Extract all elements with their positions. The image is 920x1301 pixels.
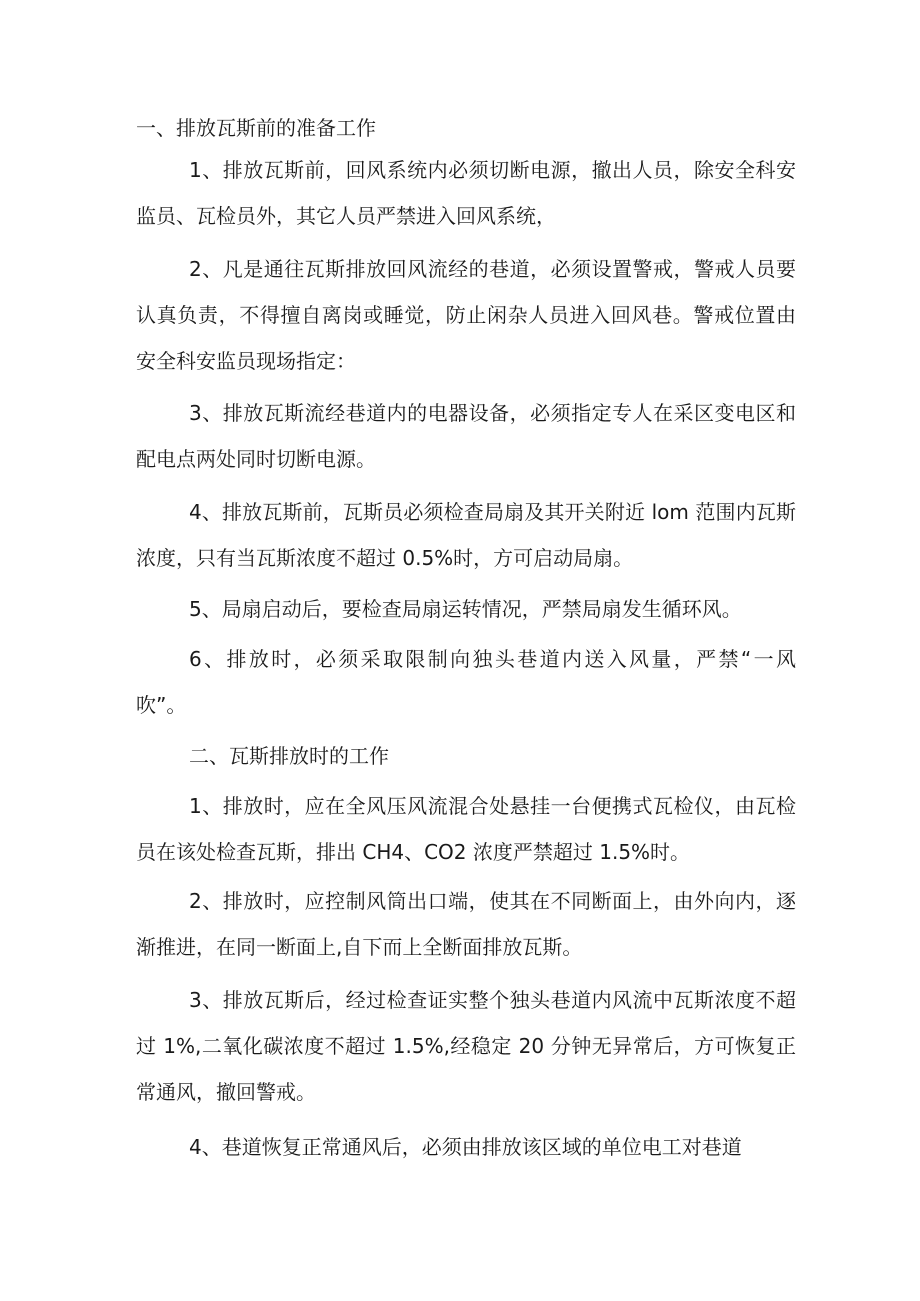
- paragraph-line: 4、排放瓦斯前，瓦斯员必须检查局扇及其开关附近 lom 范围内瓦斯: [189, 500, 796, 524]
- paragraph-line: 2、凡是通往瓦斯排放回风流经的巷道，必须设置警戒，警戒人员要: [189, 257, 796, 281]
- paragraph-line: 过 1%,二氧化碳浓度不超过 1.5%,经稳定 20 分钟无异常后，方可恢复正: [136, 1034, 796, 1058]
- paragraph-line: 6、排放时，必须采取限制向独头巷道内送入风量，严禁“一风: [189, 647, 796, 671]
- paragraph-line: 常通风，撤回警戒。: [136, 1080, 316, 1104]
- paragraph-line: 2、排放时，应控制风筒出口端，使其在不同断面上，由外向内，逐: [189, 889, 796, 913]
- paragraph-line: 配电点两处同时切断电源。: [136, 447, 376, 471]
- paragraph-line: 员在该处检查瓦斯，排出 CH4、CO2 浓度严禁超过 1.5%时。: [136, 840, 691, 864]
- paragraph-line: 渐推进，在同一断面上,自下而上全断面排放瓦斯。: [136, 935, 583, 959]
- paragraph-line: 1、排放瓦斯前，回风系统内必须切断电源，撤出人员，除安全科安: [189, 158, 796, 182]
- paragraph-line: 3、排放瓦斯流经巷道内的电器设备，必须指定专人在采区变电区和: [189, 401, 796, 425]
- paragraph-line: 监员、瓦检员外，其它人员严禁进入回风系统，: [136, 204, 556, 228]
- paragraph-line: 1、排放时，应在全风压风流混合处悬挂一台便携式瓦检仪，由瓦检: [189, 794, 796, 818]
- paragraph-line: 吹”。: [136, 693, 187, 717]
- paragraph-line: 认真负责，不得擅自离岗或睡觉，防止闲杂人员进入回风巷。警戒位置由: [136, 303, 796, 327]
- paragraph-line: 4、巷道恢复正常通风后，必须由排放该区域的单位电工对巷道: [189, 1135, 742, 1159]
- paragraph-line: 3、排放瓦斯后，经过检查证实整个独头巷道内风流中瓦斯浓度不超: [189, 988, 796, 1012]
- section-heading: 二、瓦斯排放时的工作: [189, 744, 389, 768]
- paragraph-line: 安全科安监员现场指定：: [136, 349, 356, 373]
- section-heading: 一、排放瓦斯前的准备工作: [136, 116, 376, 140]
- paragraph-line: 5、局扇启动后，要检查局扇运转情况，严禁局扇发生循环风。: [189, 597, 742, 621]
- paragraph-line: 浓度，只有当瓦斯浓度不超过 0.5%时，方可启动局扇。: [136, 546, 634, 570]
